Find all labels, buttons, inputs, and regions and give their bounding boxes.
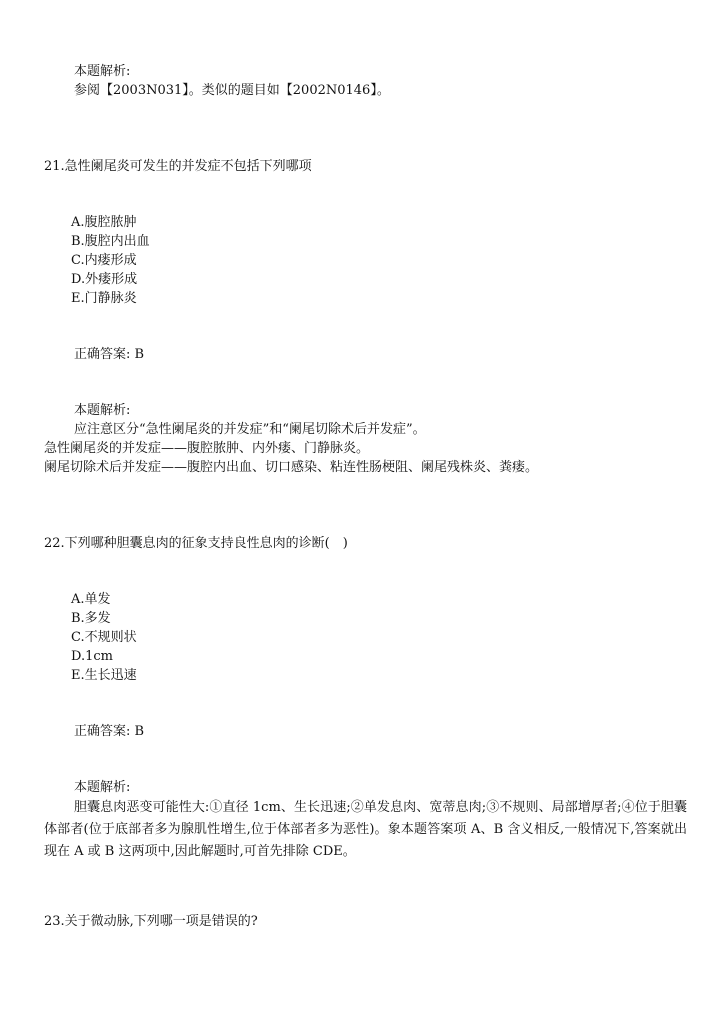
- option-c: C.不规则状: [71, 630, 137, 645]
- option-a: A.单发: [71, 592, 111, 607]
- question-22-answer: 正确答案: B: [74, 724, 145, 739]
- question-21-answer: 正确答案: B: [74, 347, 145, 362]
- option-c: C.内瘘形成: [71, 253, 137, 268]
- analysis-text: 参阅【2003N031】。类似的题目如【2002N0146】。: [74, 83, 390, 98]
- option-d: D.1cm: [71, 649, 113, 664]
- analysis-paragraph: 胆囊息肉恶变可能性大:①直径 1cm、生长迅速;②单发息肉、宽蒂息肉;③不规则、局部增厚者;④位于胆囊体部者(位于底部者多为腺肌性增生,位于体部者多为恶性)。象本题答案项 A、B 含义相反,一般情况下,答案就出现在 A 或 B 这两项中,因此解题时,可首先排除 CDE。: [44, 800, 687, 859]
- option-e: E.门静脉炎: [71, 291, 137, 306]
- analysis-line-2: 急性阑尾炎的并发症——腹腔脓肿、内外瘘、门静脉炎。: [44, 441, 370, 456]
- analysis-label: 本题解析:: [74, 64, 131, 79]
- option-e: E.生长迅速: [71, 668, 137, 683]
- question-22-stem: 22.下列哪种胆囊息肉的征象支持良性息肉的诊断( ): [44, 536, 348, 551]
- question-21-stem: 21.急性阑尾炎可发生的并发症不包括下列哪项: [44, 159, 312, 174]
- option-d: D.外瘘形成: [71, 272, 138, 287]
- analysis-line-1: 应注意区分“急性阑尾炎的并发症”和“阑尾切除术后并发症”。: [74, 422, 426, 437]
- analysis-label: 本题解析:: [74, 403, 131, 418]
- option-b: B.多发: [71, 611, 111, 626]
- prev-analysis: [44, 62, 390, 100]
- question-21-analysis: [44, 401, 538, 477]
- option-a: A.腹腔脓肿: [71, 215, 137, 230]
- option-b: B.腹腔内出血: [71, 234, 150, 249]
- analysis-label: 本题解析:: [74, 780, 131, 795]
- analysis-line-3: 阑尾切除术后并发症——腹腔内出血、切口感染、粘连性肠梗阻、阑尾残株炎、粪瘘。: [44, 460, 539, 475]
- question-23-stem: 23.关于微动脉,下列哪一项是错误的?: [44, 914, 258, 929]
- question-22-options: [44, 590, 137, 685]
- question-21-options: [44, 213, 150, 308]
- question-22-analysis: [44, 778, 687, 863]
